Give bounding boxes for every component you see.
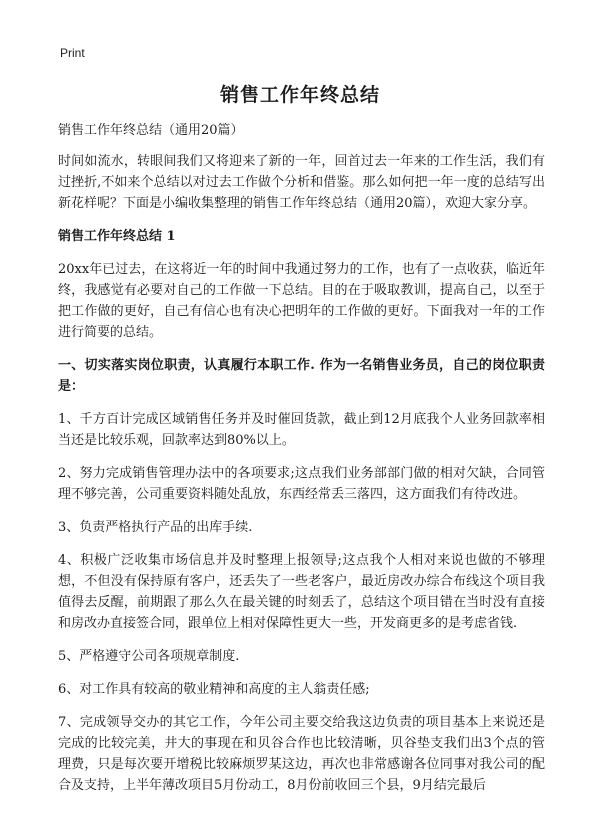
list-item: 5、严格遵守公司各项规章制度. — [58, 649, 240, 664]
list-item: 2、努力完成销售管理办法中的各项要求;这点我们业务部部门做的相对欠缺，合同管理不够完善，公司重要资料随处乱放，东西经常丢三落四，这方面我们有待改进。 — [58, 466, 545, 502]
intro-paragraph: 时间如流水，转眼间我们又将迎来了新的一年，回首过去一年来的工作生活，我们有过挫折,不如来个总结以对过去工作做个分析和借鉴。那么如何把一年一度的总结写出新花样呢？下面是小编收集整理的销售工作年终总结（通用20篇），欢迎大家分享。 — [58, 154, 545, 211]
list-item: 4、积极广泛收集市场信息并及时整理上报领导;这点我个人相对来说也做的不够理想，不但没有保持原有客户，还丢失了一些老客户，最近房改办综合布线这个项目我值得去反醒，前期跟了那么久在最关键的时刻丢了，总结这个项目错在当时没有直接和房改办直接签合同，跟单位上相对保障性更大一些，开发商更多的是考虑省钱. — [58, 553, 545, 631]
section-heading: 一、切实落实岗位职责，认真履行本职工作. 作为一名销售业务员，自己的岗位职责是： — [58, 358, 545, 394]
list-item: 7、完成领导交办的其它工作，今年公司主要交给我这边负责的项目基本上来说还是完成的比较完美，井大的事现在和贝谷合作也比较清晰，贝谷垫支我们出3个点的管理费，只是每次要开增税比较麻烦罗某这边，再次也非常感谢各位同事对我公司的配合及支持，上半年薄改项目5月份动工，8月份前收回三个县，9月结完最后 — [58, 715, 545, 793]
print-link[interactable]: Print — [60, 46, 85, 60]
section-intro-paragraph: 20xx年已过去，在这将近一年的时间中我通过努力的工作，也有了一点收获，临近年终，我感觉有必要对自己的工作做一下总结。目的在于吸取教训，提高自己，以至于把工作做的更好，自己有信心也有决心把明年的工作做的更好。下面我对一年的工作进行简要的总结。 — [58, 262, 545, 340]
document-subtitle: 销售工作年终总结（通用20篇） — [58, 123, 244, 138]
list-item: 6、对工作具有较高的敬业精神和高度的主人翁责任感; — [58, 682, 370, 697]
document-title: 销售工作年终总结 — [219, 84, 380, 106]
section-title: 销售工作年终总结 1 — [58, 229, 176, 244]
document-body — [58, 120, 545, 808]
list-item: 1、千方百计完成区域销售任务并及时催回货款，截止到12月底我个人业务回款率相当还是比较乐观，回款率达到80%以上。 — [58, 412, 545, 448]
list-item: 3、负责严格执行产品的出库手续. — [58, 520, 253, 535]
